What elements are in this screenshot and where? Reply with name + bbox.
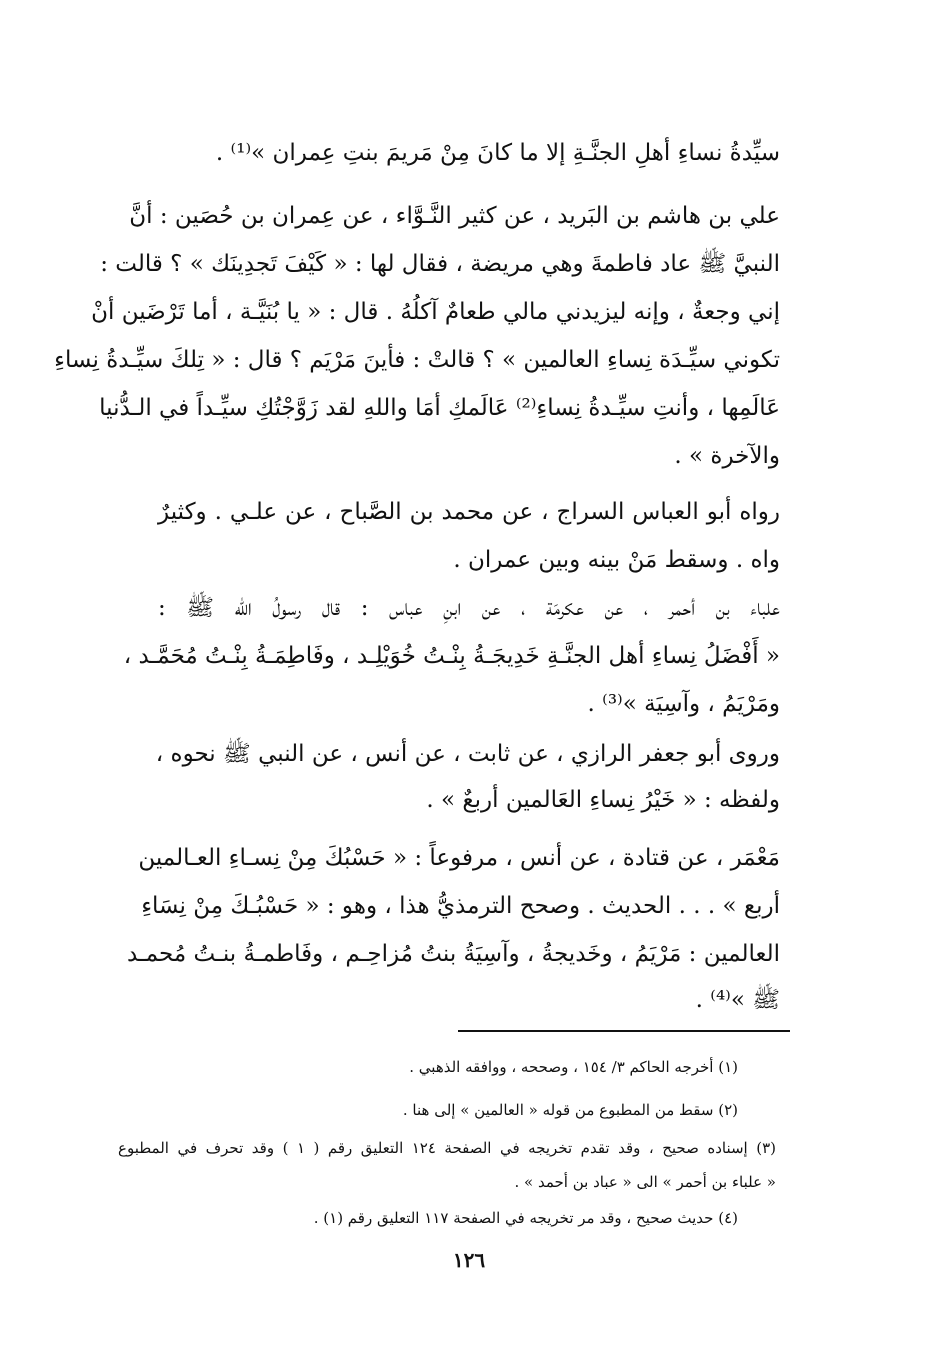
text-line: تكوني سيِّـدَة نِساءِ العالمين » ؟ قالتْ : فأينَ مَرْيَم ؟ قال : « تِلكَ سيِّـدةُ نِساءِ	[54, 347, 780, 373]
footnote-divider	[458, 1030, 790, 1032]
text-line: ومَرْيَمُ ، وآسِيَة »⁽³⁾ .	[587, 691, 780, 717]
text-line: رواه أبو العباس السراج ، عن محمد بن الصَّباح ، عن علـي . وكثيرٌ	[158, 499, 781, 525]
footnote: (٤) حديث صحيح ، وقد مر تخريجه في الصفحة ١١٧ التعليق رقم (١) .	[313, 1209, 738, 1227]
text-line: ﷺ »⁽⁴⁾ .	[695, 987, 780, 1013]
text-line: عَالَمِها ، وأنتِ سيِّـدةُ نِساءِ⁽²⁾ عَالَمكِ أمَا واللهِ لقد زَوَّجْتُكِ سيِّـداً في الـدُّنيا	[99, 395, 780, 421]
text-line: ولفظه : « خَيْرُ نِساءِ العَالمين أربعٌ » .	[426, 787, 780, 813]
text-line: أربع » . . . الحديث . وصحح الترمذيُّ هذا ، وهو : « حَسْبُـكَ مِنْ نِسَاءِ	[141, 893, 780, 919]
text-line: علي بن هاشم بن البَريد ، عن كثير النَّـوَّاء ، عن عِمران بن حُصَين : أنَّ	[129, 203, 780, 229]
text-line: إني وجعةٌ ، وإنه ليزيدني مالي طعامٌ آكلُهُ . قال : « يا بُنَيَّـة ، أما تَرْضَين أنْ	[91, 299, 780, 325]
footnote: (٢) سقط من المطبوع من قوله « العالمين » إلى هنا .	[402, 1101, 738, 1119]
text-line: وروى أبو جعفر الرازي ، عن ثابت ، عن أنس ، عن النبي ﷺ نحوه ،	[155, 741, 780, 767]
text-line: والآخرة » .	[674, 443, 780, 469]
text-line: العالمين : مَرْيَمُ ، وخَديجةُ ، وآسِيَةُ بنتُ مُزاحِـم ، وفَاطمـةُ بنـتُ مُحمـد	[126, 941, 780, 967]
text-line: « أَفْضَلُ نِساءِ أهل الجنَّـةِ خَدِيجَـةُ بِنْـتُ خُوَيْلِـد ، وفَاطِمَـةُ بِنْـتُ مُحَمَّـد ،	[123, 643, 780, 669]
text-line: سيِّدةُ نساءِ أهلِ الجنَّـةِ إلا ما كانَ مِنْ مَريمَ بنتِ عِمران »⁽¹⁾ .	[215, 140, 780, 166]
text-line: علباء بن أحمر ، عن عكرمَة ، عن ابنِ عباس : قال رسولُ الله ﷺ :	[158, 595, 780, 621]
text-line: مَعْمَر ، عن قتادة ، عن أنس ، مرفوعاً : « حَسْبُكَ مِنْ نِسـاءِ العـالمين	[138, 845, 780, 871]
footnote: (٣) إسناده صحيح ، وقد تقدم تخريجه في الصفحة ١٢٤ التعليق رقم ( ١ ) وقد تحرف في المطبوع	[118, 1139, 776, 1157]
footnote-continuation: « علباء بن أحمر » الى « عباد بن أحمد » .	[514, 1173, 776, 1191]
text-line: النبيَّ ﷺ عاد فاطمةَ وهي مريضة ، فقال لها : « كَيْفَ تَجدِينَك » ؟ قالت :	[100, 251, 780, 277]
footnote: (١) أخرجه الحاكم ٣/ ١٥٤ ، وصححه ، ووافقه الذهبي .	[409, 1058, 738, 1076]
page-number: ١٢٦	[452, 1248, 486, 1272]
text-line: واه . وسقط مَنْ بينه وبين عمران .	[453, 547, 780, 573]
